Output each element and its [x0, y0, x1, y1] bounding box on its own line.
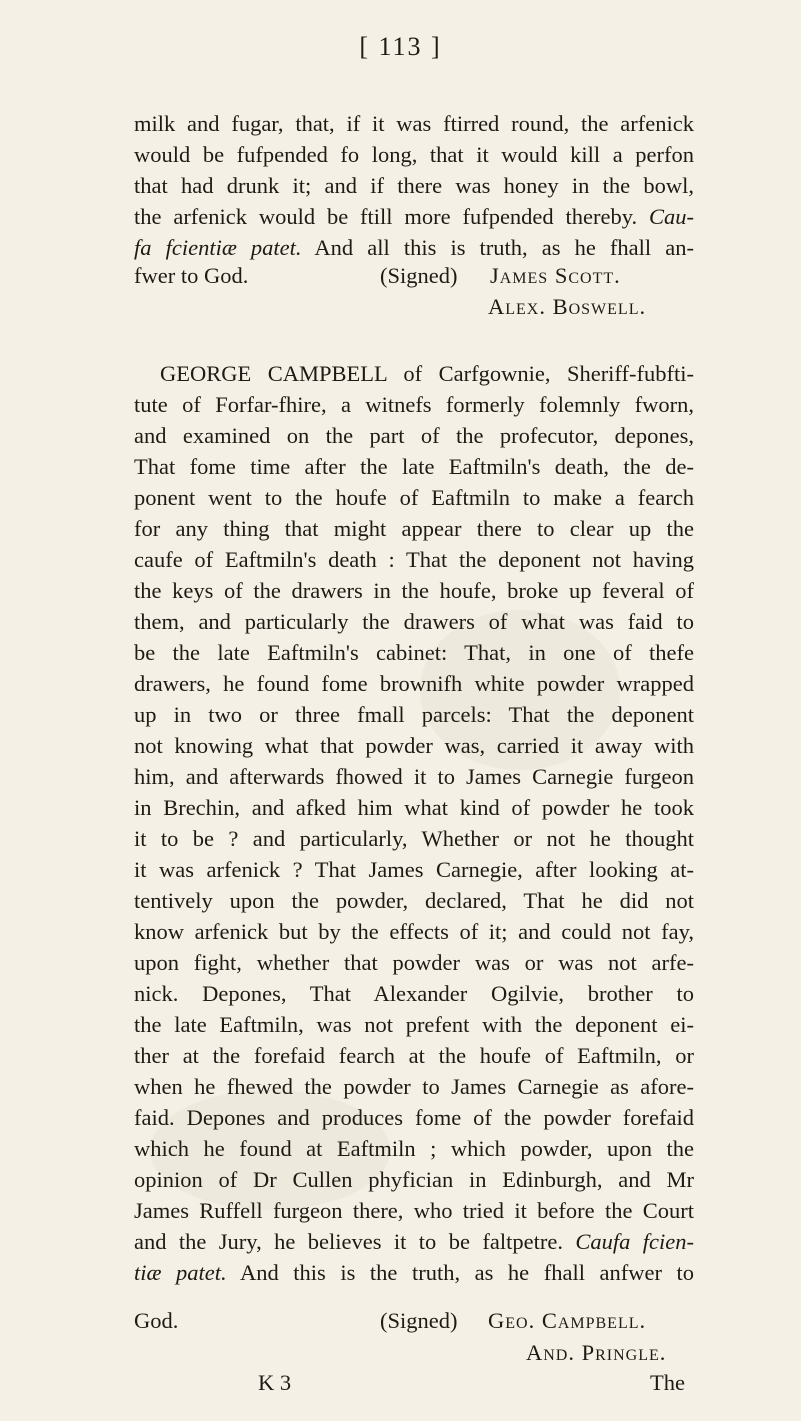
- text-line: milk and fugar, that, if it was ftirred round, the arfenick: [134, 111, 694, 136]
- text-line: [134, 761, 694, 792]
- text-line: [134, 637, 694, 668]
- text-run: ponent went to the houfe of Eaftmiln to make a fearch: [134, 485, 694, 510]
- text-line: [134, 201, 694, 232]
- text-run: opinion of Dr Cullen phyfician in Edinburgh, and Mr: [134, 1167, 694, 1192]
- text-run: be the late Eaftmiln's cabinet: That, in one of thefe: [134, 640, 694, 665]
- text-line: [134, 792, 694, 823]
- text-run: and examined on the part of the profecutor, depones,: [134, 423, 694, 448]
- text-line: [134, 854, 694, 885]
- text-line: [134, 389, 694, 420]
- text-line: [134, 947, 694, 978]
- text-run: caufe of Eaftmiln's death : That the deponent not having: [134, 547, 694, 572]
- signature: And. Pringle.: [526, 1340, 667, 1365]
- text-run: ther at the forefaid fearch at the houfe of Eaftmiln, or: [134, 1043, 694, 1068]
- text-run: fwer to God.: [134, 263, 249, 288]
- text-run: not knowing what that powder was, carried it away with: [134, 733, 694, 758]
- text-run: him, and afterwards fhowed it to James Carnegie furgeon: [134, 764, 694, 789]
- text-line: [134, 451, 694, 482]
- text-line: [134, 823, 694, 854]
- text-run: up in two or three fmall parcels: That the deponent: [134, 702, 694, 727]
- text-run: And this is the truth, as he fhall anfwer to: [240, 1260, 695, 1285]
- text-line: [134, 544, 694, 575]
- latin-phrase: tiæ patet.: [134, 1260, 227, 1285]
- text-line: [134, 668, 694, 699]
- text-line: [134, 606, 694, 637]
- text-line: [160, 358, 694, 389]
- text-line: [134, 978, 694, 1009]
- text-run: the arfenick would be ftill more fufpended thereby.: [134, 204, 638, 229]
- text-run: the keys of the drawers in the houfe, broke up feveral of: [134, 578, 694, 603]
- signed-label: (Signed): [380, 1308, 458, 1333]
- text-run: James Ruffell furgeon there, who tried it before the Court: [134, 1198, 694, 1223]
- text-run: GEORGE CAMPBELL of Carfgownie, Sheriff-fubfti-: [160, 361, 694, 386]
- text-line: [134, 1195, 694, 1226]
- text-run: for any thing that might appear there to clear up the: [134, 516, 694, 541]
- text-run: upon fight, whether that powder was or was not arfe-: [134, 950, 694, 975]
- catchword: The: [650, 1370, 685, 1395]
- text-line: [134, 1257, 694, 1288]
- text-run: when he fhewed the powder to James Carnegie as afore-: [134, 1074, 694, 1099]
- latin-phrase: fa fcientiæ patet.: [134, 235, 302, 260]
- text-line: [134, 1102, 694, 1133]
- signature: James Scott.: [490, 263, 621, 288]
- text-run: in Brechin, and afked him what kind of powder he took: [134, 795, 694, 820]
- text-run: tute of Forfar-fhire, a witnefs formerly folemnly fworn,: [134, 392, 694, 417]
- text-line: that had drunk it; and if there was honey in the bowl,: [134, 173, 694, 198]
- signed-label: (Signed): [380, 263, 458, 288]
- text-run: which he found at Eaftmiln ; which powder, upon the: [134, 1136, 694, 1161]
- text-run: nick. Depones, That Alexander Ogilvie, brother to: [134, 981, 694, 1006]
- text-run: and the Jury, he believes it to be faltpetre.: [134, 1229, 563, 1254]
- text-line: [134, 513, 694, 544]
- signature-mark: K 3: [258, 1370, 292, 1395]
- text-line: [134, 885, 694, 916]
- text-line: [134, 1226, 694, 1257]
- text-run: God.: [134, 1308, 179, 1333]
- text-run: it to be ? and particularly, Whether or not he thought: [134, 826, 694, 851]
- text-run: tentively upon the powder, declared, That he did not: [134, 888, 694, 913]
- text-run: them, and particularly the drawers of what was faid to: [134, 609, 694, 634]
- text-line: [134, 420, 694, 451]
- latin-phrase: Caufa fcien-: [575, 1229, 695, 1254]
- signature: Geo. Campbell.: [488, 1308, 647, 1333]
- text-line: [134, 1133, 694, 1164]
- text-line: [134, 1009, 694, 1040]
- text-line: [134, 916, 694, 947]
- text-line: [134, 1040, 694, 1071]
- latin-phrase: Cau-: [649, 204, 694, 229]
- text-line: [134, 482, 694, 513]
- text-line: would be fufpended fo long, that it would kill a perfon: [134, 142, 694, 167]
- text-run: the late Eaftmiln, was not prefent with the deponent ei-: [134, 1012, 694, 1037]
- page-number: [ 113 ]: [359, 32, 442, 61]
- text-line: [134, 232, 694, 263]
- signature: Alex. Boswell.: [488, 294, 647, 319]
- text-run: it was arfenick ? That James Carnegie, after looking at-: [134, 857, 694, 882]
- text-run: That fome time after the late Eaftmiln's death, the de-: [134, 454, 694, 479]
- text-line: [134, 1164, 694, 1195]
- text-run: know arfenick but by the effects of it; and could not fay,: [134, 919, 694, 944]
- text-run: faid. Depones and produces fome of the powder forefaid: [134, 1105, 694, 1130]
- text-line: [134, 575, 694, 606]
- text-line: [134, 730, 694, 761]
- text-line: [134, 699, 694, 730]
- text-line: [134, 1071, 694, 1102]
- text-run: And all this is truth, as he fhall an-: [314, 235, 694, 260]
- text-run: drawers, he found fome brownifh white powder wrapped: [134, 671, 694, 696]
